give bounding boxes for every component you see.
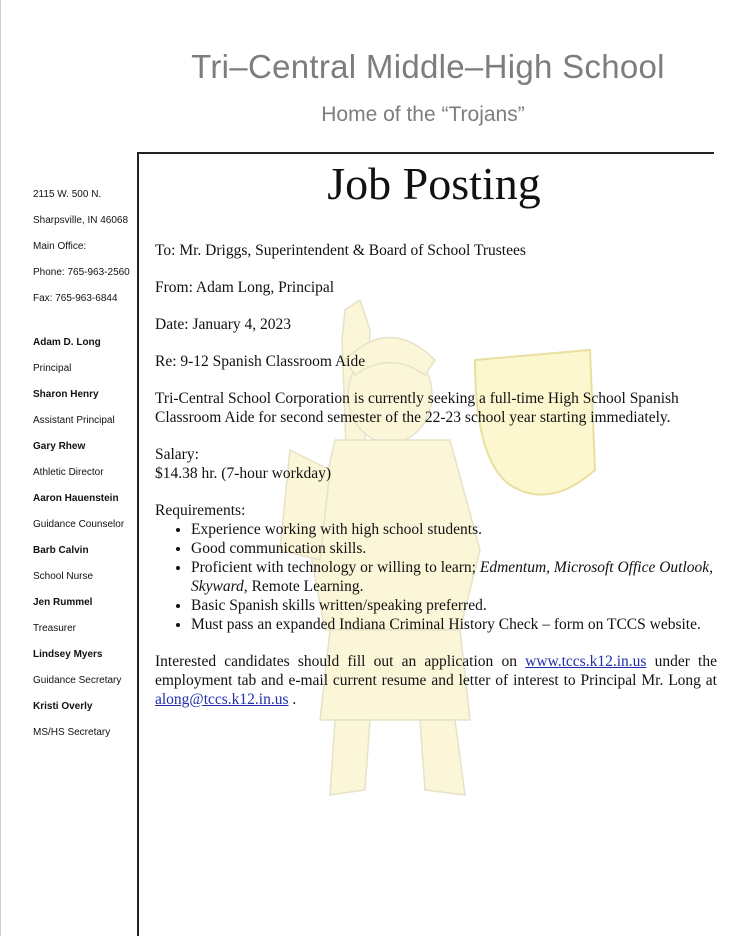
school-tagline: Home of the “Trojans” bbox=[321, 103, 525, 126]
staff-name: Aaron Hauenstein bbox=[33, 493, 119, 504]
list-item: • Must pass an expanded Indiana Criminal History Check – form on TCCS website. bbox=[191, 615, 717, 634]
frame-top-rule bbox=[137, 152, 714, 154]
closing-paragraph bbox=[155, 652, 717, 709]
requirements-list bbox=[155, 520, 717, 634]
staff-role: Assistant Principal bbox=[33, 415, 115, 426]
staff-name: Lindsey Myers bbox=[33, 649, 103, 660]
closing-text: . bbox=[288, 691, 297, 708]
fax-number: Fax: 765-963-6844 bbox=[33, 293, 118, 304]
req-text: Remote Learning. bbox=[247, 578, 364, 595]
req-text: Proficient with technology or willing to learn; bbox=[191, 559, 480, 576]
memo-to: To: Mr. Driggs, Superintendent & Board of School Trustees bbox=[155, 242, 526, 259]
staff-name: Gary Rhew bbox=[33, 441, 86, 452]
staff-role: MS/HS Secretary bbox=[33, 727, 111, 738]
staff-role: School Nurse bbox=[33, 571, 94, 582]
list-item: • Basic Spanish skills written/speaking preferred. bbox=[191, 596, 717, 615]
phone-number: Phone: 765-963-2560 bbox=[33, 267, 130, 278]
list-item: • Experience working with high school students. bbox=[191, 520, 717, 539]
closing-text: Interested candidates should fill out an application on bbox=[155, 653, 526, 670]
sidebar-contact bbox=[33, 187, 137, 751]
list-item: • Good communication skills. bbox=[191, 539, 717, 558]
staff-name: Jen Rummel bbox=[33, 597, 93, 608]
email-link[interactable]: along@tccs.k12.in.us bbox=[155, 691, 289, 708]
frame-left-rule bbox=[137, 152, 139, 936]
staff-role: Guidance Counselor bbox=[33, 519, 125, 530]
posting-body bbox=[155, 241, 717, 709]
address-line-1: 2115 W. 500 N. bbox=[33, 189, 102, 200]
requirements-label: Requirements: bbox=[155, 502, 246, 519]
salary-label: Salary: bbox=[155, 446, 199, 463]
closing-text: under the employment tab and e-mail current resume and letter of interest to Principal Mr. Long at bbox=[155, 653, 717, 689]
staff-name: Sharon Henry bbox=[33, 389, 99, 400]
website-link[interactable]: www.tccs.k12.in.us bbox=[525, 653, 647, 670]
list-item bbox=[191, 558, 717, 596]
memo-from: From: Adam Long, Principal bbox=[155, 279, 335, 296]
memo-date: Date: January 4, 2023 bbox=[155, 316, 292, 333]
main-office-label: Main Office: bbox=[33, 241, 87, 252]
memo-re: Re: 9-12 Spanish Classroom Aide bbox=[155, 353, 366, 370]
staff-role: Treasurer bbox=[33, 623, 76, 634]
page-edge bbox=[0, 0, 1, 936]
salary-value: $14.38 hr. (7-hour workday) bbox=[155, 465, 332, 482]
req-software: Edmentum, Microsoft Office Outlook, Skyward, bbox=[191, 559, 714, 595]
staff-role: Guidance Secretary bbox=[33, 675, 122, 686]
staff-role: Athletic Director bbox=[33, 467, 104, 478]
staff-role: Principal bbox=[33, 363, 72, 374]
staff-name: Adam D. Long bbox=[33, 337, 101, 348]
intro-paragraph: Tri-Central School Corporation is currently seeking a full-time High School Spanish Classroom Aide for second semester of the 22-23 school year starting immediately. bbox=[155, 390, 679, 426]
address-line-2: Sharpsville, IN 46068 bbox=[33, 215, 129, 226]
page-title: Job Posting bbox=[327, 158, 541, 209]
staff-name: Barb Calvin bbox=[33, 545, 89, 556]
school-name: Tri–Central Middle–High School bbox=[191, 48, 665, 85]
staff-name: Kristi Overly bbox=[33, 701, 93, 712]
